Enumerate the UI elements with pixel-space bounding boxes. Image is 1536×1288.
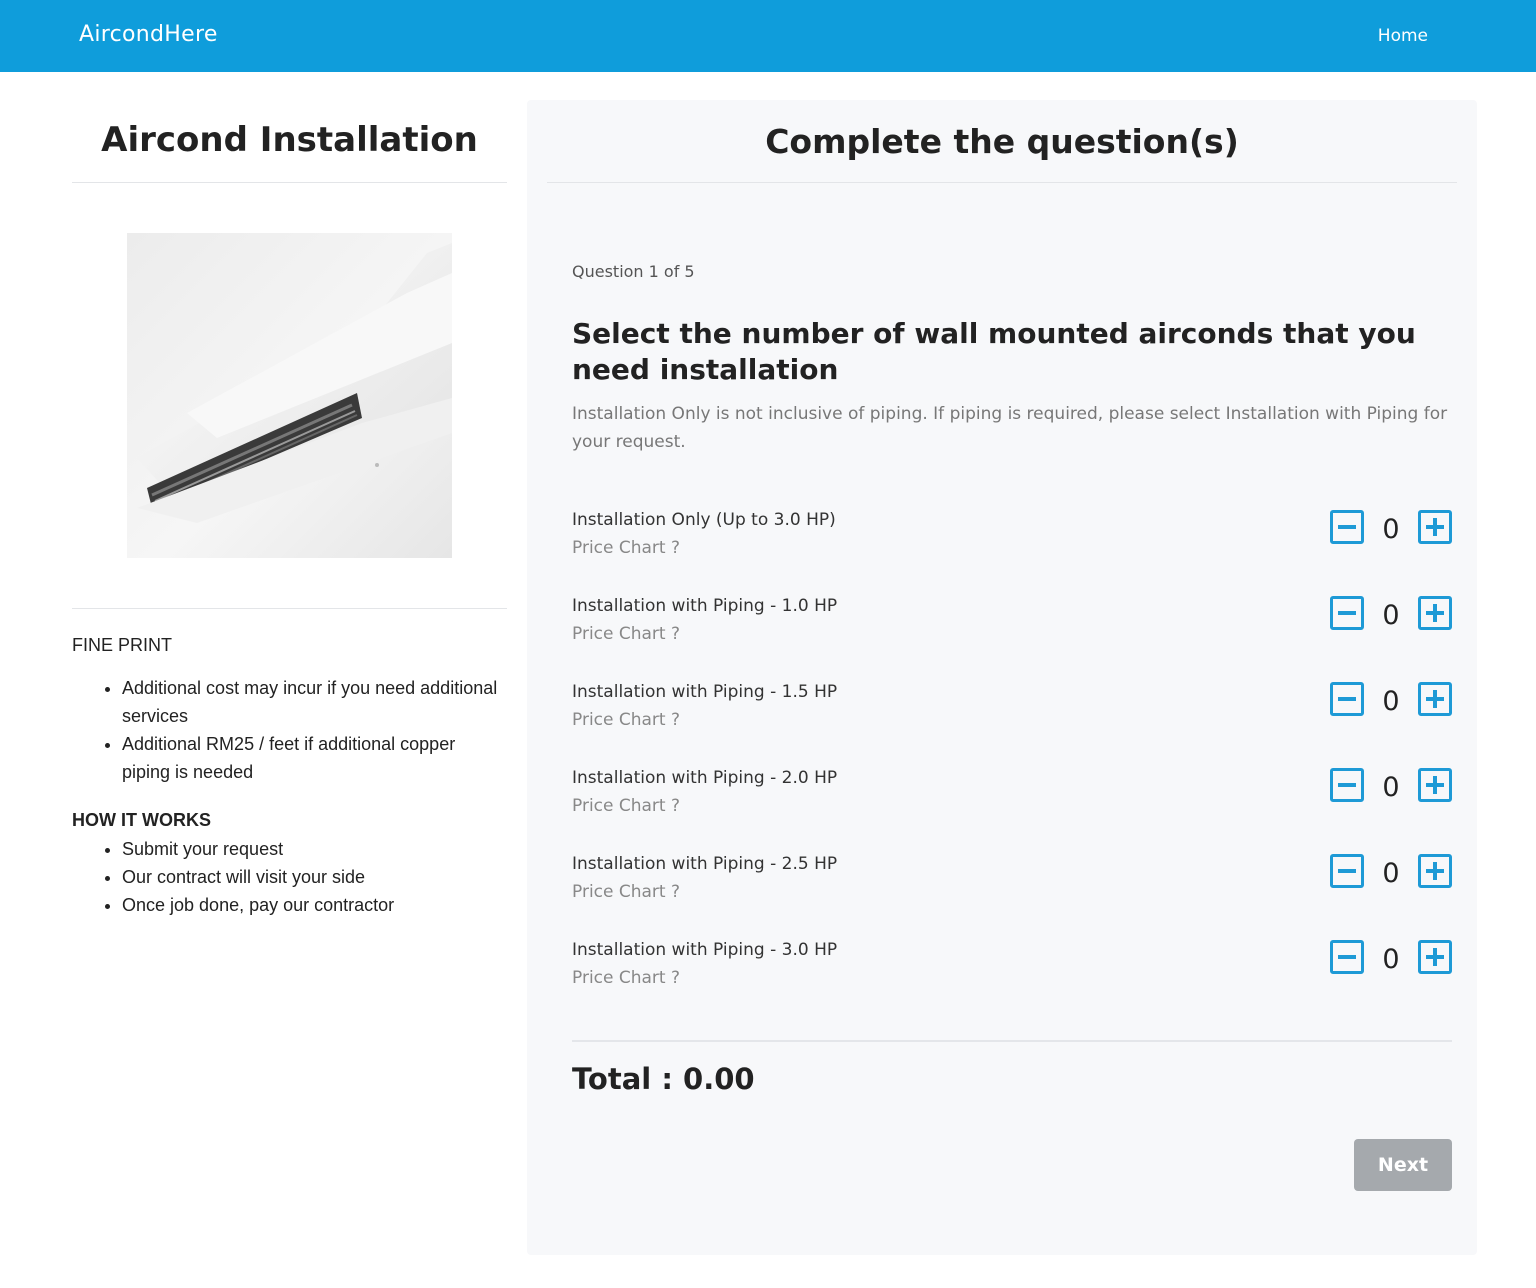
- option-label: Installation with Piping - 3.0 HP: [572, 940, 838, 960]
- price-chart-link[interactable]: Price Chart ?: [572, 710, 681, 730]
- list-item: • Once job done, pay our contractor: [122, 891, 507, 919]
- option-label: Installation with Piping - 2.0 HP: [572, 768, 838, 788]
- option-label: Installation with Piping - 1.5 HP: [572, 682, 838, 702]
- service-title: Aircond Installation: [101, 120, 478, 160]
- option-row: [572, 940, 1452, 1000]
- quantity-stepper: [1330, 682, 1452, 716]
- price-chart-link[interactable]: Price Chart ?: [572, 538, 681, 558]
- quantity-value: 0: [1382, 944, 1400, 975]
- divider: [547, 182, 1457, 183]
- price-chart-link[interactable]: Price Chart ?: [572, 624, 681, 644]
- question-note: Installation Only is not inclusive of piping. If piping is required, please select Installation with Piping for your request.: [572, 404, 1448, 452]
- list-item: • Additional RM25 / feet if additional copper piping is needed: [122, 730, 507, 786]
- list-item: • Our contract will visit your side: [122, 863, 507, 891]
- plus-square-icon[interactable]: [1418, 682, 1452, 716]
- quantity-stepper: [1330, 596, 1452, 630]
- minus-square-icon[interactable]: [1330, 854, 1364, 888]
- minus-square-icon[interactable]: [1330, 596, 1364, 630]
- quantity-value: 0: [1382, 772, 1400, 803]
- plus-square-icon[interactable]: [1418, 768, 1452, 802]
- quantity-stepper: [1330, 854, 1452, 888]
- list-item: • Additional cost may incur if you need additional services: [122, 674, 507, 730]
- divider: [572, 1040, 1452, 1042]
- brand-logo[interactable]: AircondHere: [79, 22, 218, 47]
- quantity-value: 0: [1382, 686, 1400, 717]
- price-chart-link[interactable]: Price Chart ?: [572, 796, 681, 816]
- total-amount: Total : 0.00: [572, 1062, 755, 1096]
- quantity-stepper: [1330, 940, 1452, 974]
- plus-square-icon[interactable]: [1418, 854, 1452, 888]
- quantity-value: 0: [1382, 514, 1400, 545]
- aircond-product-image: [127, 233, 452, 558]
- option-row: [572, 510, 1452, 570]
- option-row: [572, 596, 1452, 656]
- option-row: [572, 854, 1452, 914]
- fine-print-heading: FINE PRINT: [72, 635, 173, 655]
- divider: [72, 182, 507, 183]
- option-label: Installation with Piping - 2.5 HP: [572, 854, 838, 874]
- price-chart-link[interactable]: Price Chart ?: [572, 968, 681, 988]
- panel-title: Complete the question(s): [765, 122, 1239, 161]
- service-info-column: [72, 100, 507, 919]
- nav-home-link[interactable]: Home: [1377, 26, 1428, 46]
- option-label: Installation Only (Up to 3.0 HP): [572, 510, 836, 530]
- how-it-works-list: [72, 835, 507, 919]
- question-counter: Question 1 of 5: [572, 262, 695, 281]
- fine-print-list: [72, 674, 507, 786]
- aircond-unit-icon: [127, 233, 452, 558]
- price-chart-link[interactable]: Price Chart ?: [572, 882, 681, 902]
- how-it-works-heading: HOW IT WORKS: [72, 810, 211, 830]
- plus-square-icon[interactable]: [1418, 940, 1452, 974]
- minus-square-icon[interactable]: [1330, 768, 1364, 802]
- plus-square-icon[interactable]: [1418, 596, 1452, 630]
- question-text: Select the number of wall mounted airconds that you need installation: [572, 317, 1416, 386]
- quantity-value: 0: [1382, 858, 1400, 889]
- question-panel: [527, 100, 1477, 1255]
- option-label: Installation with Piping - 1.0 HP: [572, 596, 838, 616]
- option-row: [572, 768, 1452, 828]
- list-item: • Submit your request: [122, 835, 507, 863]
- quantity-stepper: [1330, 768, 1452, 802]
- navbar: [0, 0, 1536, 72]
- minus-square-icon[interactable]: [1330, 682, 1364, 716]
- minus-square-icon[interactable]: [1330, 510, 1364, 544]
- quantity-value: 0: [1382, 600, 1400, 631]
- minus-square-icon[interactable]: [1330, 940, 1364, 974]
- quantity-stepper: [1330, 510, 1452, 544]
- divider: [72, 608, 507, 609]
- option-row: [572, 682, 1452, 742]
- next-button[interactable]: Next: [1354, 1139, 1452, 1191]
- plus-square-icon[interactable]: [1418, 510, 1452, 544]
